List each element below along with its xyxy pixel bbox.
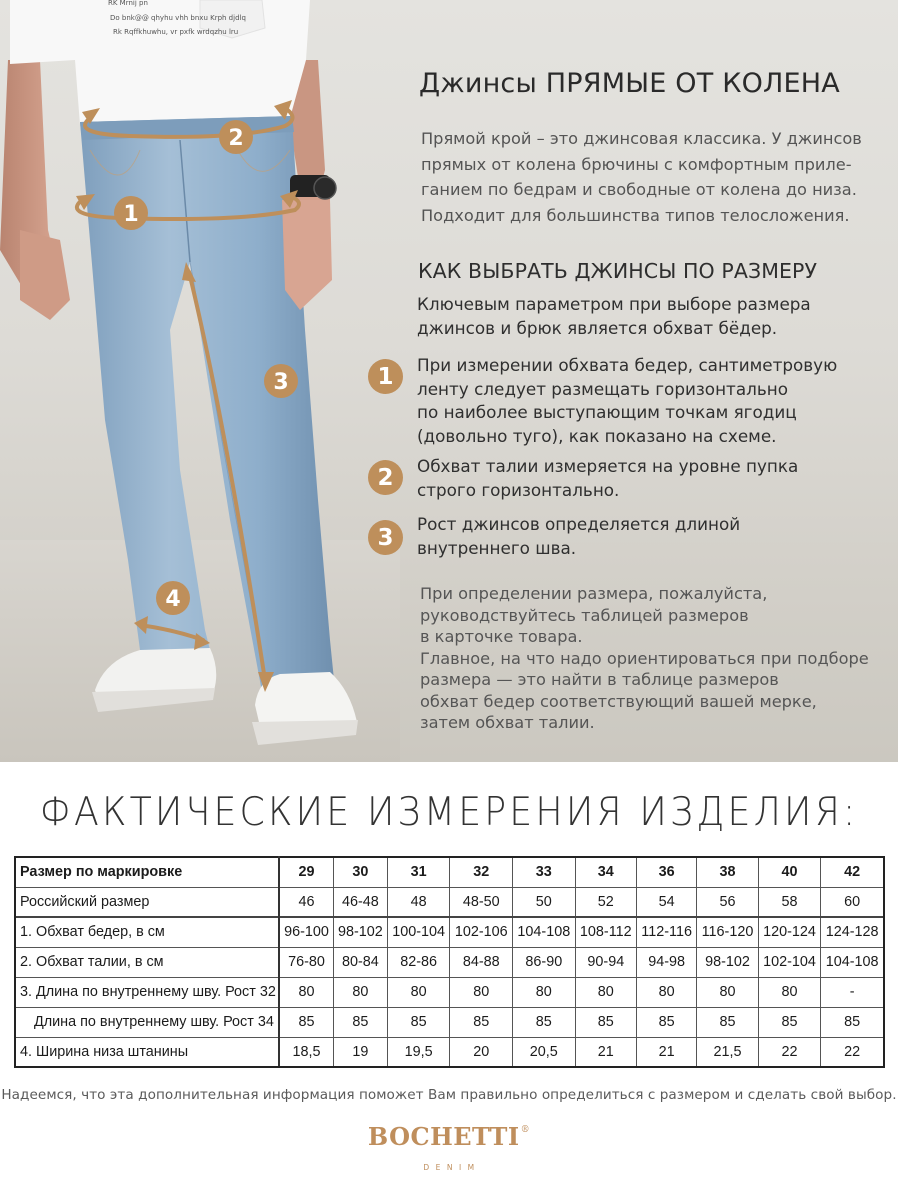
brand-name: BOCHETTI: [367, 1122, 520, 1151]
table-cell: 100-104: [387, 917, 450, 947]
table-cell: 19: [333, 1037, 387, 1067]
wristwatch: [290, 175, 336, 199]
table-row: [15, 1007, 884, 1037]
header-cell: 40: [758, 857, 821, 887]
table-cell: 54: [637, 887, 697, 917]
table-cell: 20: [450, 1037, 513, 1067]
table-cell: -: [821, 977, 884, 1007]
table-cell: 22: [758, 1037, 821, 1067]
table-cell: 80: [333, 977, 387, 1007]
table-cell: 46: [279, 887, 333, 917]
brand-subline: DENIM: [423, 1163, 481, 1172]
table-cell: 102-106: [450, 917, 513, 947]
table-cell: 50: [513, 887, 576, 917]
note-line: При определении размера, пожалуйста,: [420, 584, 768, 603]
svg-text:Rk Rqffkhuwhu, vr pxfk wrdqzhu: Rk Rqffkhuwhu, vr pxfk wrdqzhu lru: [113, 28, 239, 36]
intro-line: ганием по бедрам и свободные от колена до низа.: [421, 180, 857, 199]
registered-mark: ®: [520, 1125, 531, 1135]
table-cell: 112-116: [637, 917, 697, 947]
guide-lead: [417, 292, 811, 340]
table-cell: 21,5: [697, 1037, 758, 1067]
row-label: Длина по внутреннему шву. Рост 34: [15, 1007, 279, 1037]
row-label: 1. Обхват бедер, в см: [15, 917, 279, 947]
step-line: При измерении обхвата бедер, сантиметровую: [417, 355, 838, 375]
svg-text:RK Mrnij pn: RK Mrnij pn: [108, 0, 148, 7]
table-cell: 82-86: [387, 947, 450, 977]
table-cell: 18,5: [279, 1037, 333, 1067]
table-cell: 56: [697, 887, 758, 917]
table-row: [15, 917, 884, 947]
row-label: Российский размер: [15, 887, 279, 917]
measurements-title: ФАКТИЧЕСКИЕ ИЗМЕРЕНИЯ ИЗДЕЛИЯ:: [39, 790, 859, 835]
note-line: руководствуйтесь таблицей размеров: [420, 605, 749, 625]
note-line: размера — это найти в таблице размеров: [420, 670, 779, 689]
table-cell: 85: [758, 1007, 821, 1037]
note-line: Главное, на что надо ориентироваться при подборе: [420, 648, 869, 668]
note-line: затем обхват талии.: [420, 713, 595, 732]
header-cell: 33: [513, 857, 576, 887]
table-row: [15, 887, 884, 917]
lead-line: джинсов и брюк является обхват бёдер.: [417, 318, 778, 338]
header-cell: 34: [575, 857, 636, 887]
step-line: (довольно туго), как показано на схеме.: [417, 425, 777, 446]
table-cell: 85: [513, 1007, 576, 1037]
row-label: 2. Обхват талии, в см: [15, 947, 279, 977]
step-line: строго горизонтально.: [417, 479, 620, 500]
table-cell: 116-120: [697, 917, 758, 947]
table-cell: 22: [821, 1037, 884, 1067]
table-cell: 86-90: [513, 947, 576, 977]
table-cell: 85: [450, 1007, 513, 1037]
table-cell: 76-80: [279, 947, 333, 977]
table-cell: 98-102: [697, 947, 758, 977]
footer-note: Надеемся, что эта дополнительная информация поможет Вам правильно определиться с размером и сделать свой выбор.: [1, 1087, 897, 1103]
table-cell: 85: [333, 1007, 387, 1037]
table-cell: 85: [387, 1007, 450, 1037]
step-line: по наиболее выступающим точкам ягодиц: [417, 402, 797, 422]
table-cell: 80: [758, 977, 821, 1007]
table-row: [15, 1037, 884, 1067]
t-shirt: [10, 0, 310, 125]
table-cell: 85: [637, 1007, 697, 1037]
table-cell: 46-48: [333, 887, 387, 917]
table-cell: 19,5: [387, 1037, 450, 1067]
header-cell: 30: [333, 857, 387, 887]
table-cell: 85: [279, 1007, 333, 1037]
header-cell: 29: [279, 857, 333, 887]
table-cell: 85: [697, 1007, 758, 1037]
table-cell: 124-128: [821, 917, 884, 947]
intro-line: Прямой крой – это джинсовая классика. У джинсов: [421, 129, 862, 148]
intro-text: [421, 126, 881, 228]
step-line: внутреннего шва.: [417, 537, 577, 558]
svg-text:1: 1: [123, 202, 139, 227]
table-cell: 48: [387, 887, 450, 917]
lead-line: Ключевым параметром при выборе размера: [417, 294, 811, 314]
guide-heading: КАК ВЫБРАТЬ ДЖИНСЫ ПО РАЗМЕРУ: [418, 259, 818, 283]
table-row: [15, 947, 884, 977]
intro-line: Подходит для большинства типов телосложения.: [421, 205, 850, 225]
table-cell: 80: [637, 977, 697, 1007]
table-cell: 85: [575, 1007, 636, 1037]
marker-4: [156, 581, 190, 615]
model-photo: [0, 0, 400, 762]
table-cell: 21: [637, 1037, 697, 1067]
step-text: [417, 455, 798, 502]
table-header-row: [15, 857, 884, 887]
svg-text:2: 2: [228, 126, 244, 151]
table-cell: 85: [821, 1007, 884, 1037]
header-cell: 42: [821, 857, 884, 887]
marker-2: [219, 120, 253, 154]
header-cell: 32: [450, 857, 513, 887]
header-cell: 31: [387, 857, 450, 887]
table-row: [15, 977, 884, 1007]
step-line: Рост джинсов определяется длиной: [417, 514, 741, 534]
brand-logo: [0, 1122, 898, 1151]
step-line: Обхват талии измеряется на уровне пупка: [417, 456, 799, 476]
table-cell: 80: [450, 977, 513, 1007]
table-cell: 52: [575, 887, 636, 917]
size-table: [14, 856, 885, 1068]
row-label: 4. Ширина низа штанины: [15, 1037, 279, 1067]
step-line: ленту следует размещать горизонтально: [417, 378, 788, 399]
step-text: [417, 354, 837, 448]
table-cell: 80-84: [333, 947, 387, 977]
table-cell: 80: [279, 977, 333, 1007]
table-cell: 20,5: [513, 1037, 576, 1067]
step-number-badge: 3: [368, 520, 403, 555]
table-cell: 96-100: [279, 917, 333, 947]
table-cell: 80: [387, 977, 450, 1007]
table-cell: 80: [697, 977, 758, 1007]
table-cell: 90-94: [575, 947, 636, 977]
table-cell: 104-108: [821, 947, 884, 977]
header-cell: 36: [637, 857, 697, 887]
intro-line: прямых от колена брючины с комфортным приле-: [421, 154, 852, 174]
page-title: Джинсы ПРЯМЫЕ ОТ КОЛЕНА: [419, 68, 840, 99]
table-cell: 104-108: [513, 917, 576, 947]
sizing-note: [420, 583, 869, 734]
table-cell: 80: [513, 977, 576, 1007]
header-cell: 38: [697, 857, 758, 887]
table-cell: 120-124: [758, 917, 821, 947]
table-cell: 94-98: [637, 947, 697, 977]
svg-text:Do bnk@@ qhyhu vhh bnxu Krph d: Do bnk@@ qhyhu vhh bnxu Krph djdlq: [110, 14, 246, 22]
table-cell: 98-102: [333, 917, 387, 947]
step-number-badge: 1: [368, 359, 403, 394]
table-cell: 102-104: [758, 947, 821, 977]
svg-text:3: 3: [273, 370, 289, 395]
table-cell: 60: [821, 887, 884, 917]
step-text: [417, 513, 740, 560]
header-cell: Размер по маркировке: [15, 857, 279, 887]
table-cell: 58: [758, 887, 821, 917]
step-number-badge: 2: [368, 460, 403, 495]
table-cell: 84-88: [450, 947, 513, 977]
svg-text:4: 4: [165, 587, 181, 612]
note-line: обхват бедер соответствующий вашей мерке,: [420, 691, 817, 711]
table-cell: 21: [575, 1037, 636, 1067]
marker-1: [114, 196, 148, 230]
table-cell: 48-50: [450, 887, 513, 917]
table-cell: 80: [575, 977, 636, 1007]
marker-3: [264, 364, 298, 398]
table-cell: 108-112: [575, 917, 636, 947]
row-label: 3. Длина по внутреннему шву. Рост 32: [15, 977, 279, 1007]
note-line: в карточке товара.: [420, 627, 583, 646]
